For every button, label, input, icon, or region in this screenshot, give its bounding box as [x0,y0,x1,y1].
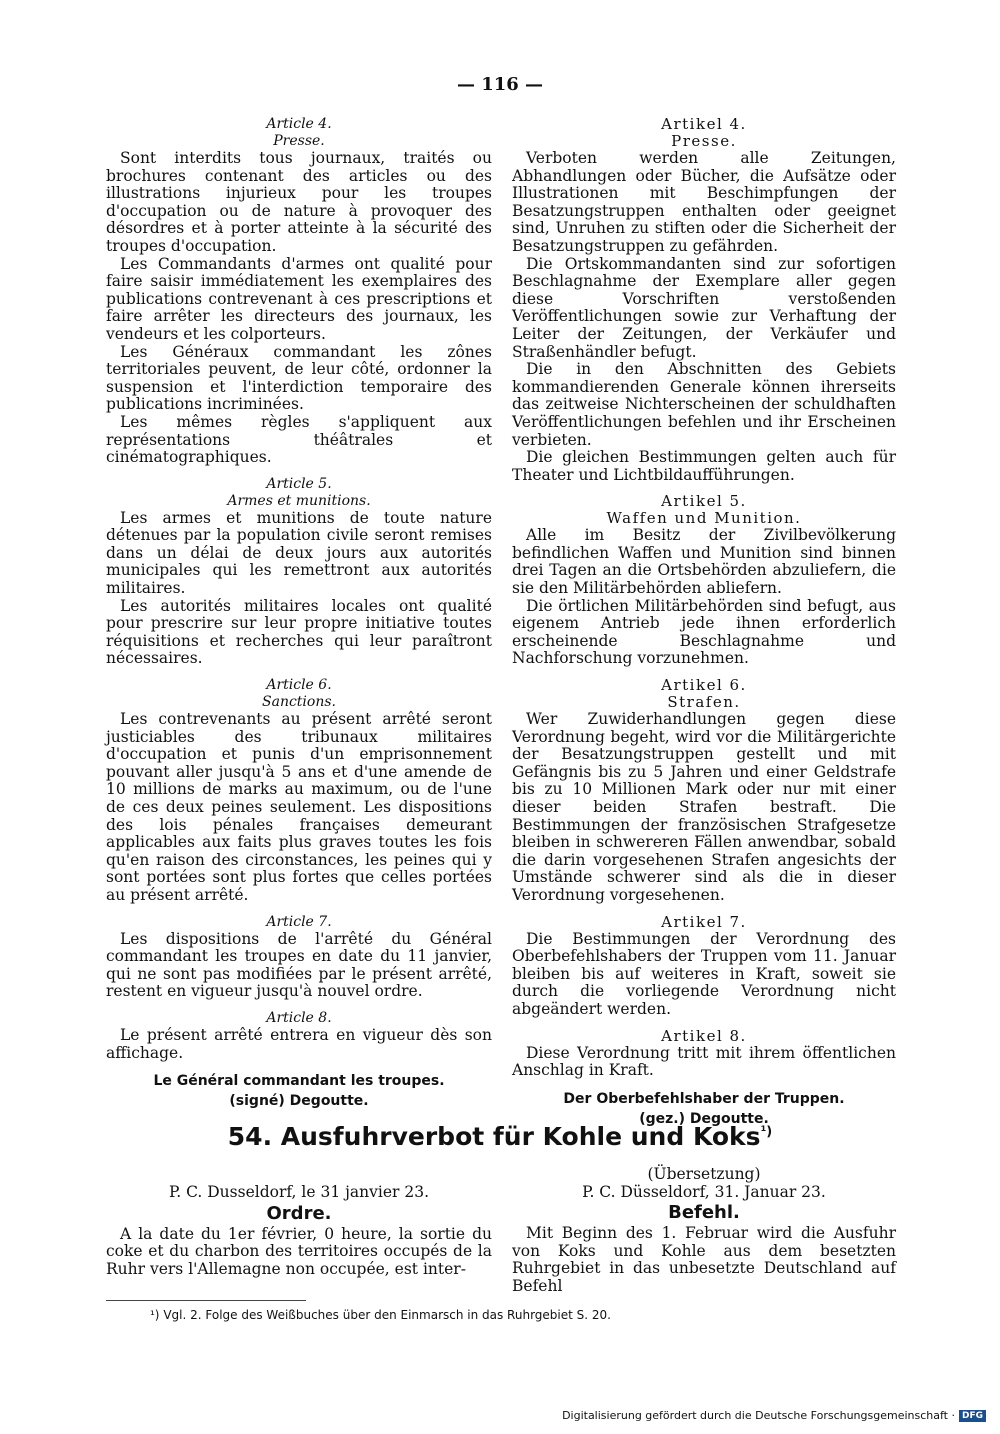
artikel-8-title: Artikel 8. [661,1026,747,1045]
artikel-5-title: Artikel 5. [661,492,747,511]
paragraph: Les Commandants d'armes ont qualité pour faire saisir immédiatement les exemplaires des publications contrevenant à ces prescriptions et faire arrêter les directeurs des journaux, les vendeurs et les colporteurs. [106,254,492,343]
paragraph: Die in den Abschnitten des Gebiets kommandierenden Generale können ihrerseits das zeitweise Nichterscheinen der schuldhaften Veröffentlichungen befehlen und ihr Erscheinen verbieten. [512,360,896,449]
article-5-subtitle: Armes et munitions. [227,492,371,509]
article-5-title: Article 5. [266,475,332,492]
order-heading: Ordre. [266,1202,332,1224]
signature-title: Der Oberbefehlshaber der Truppen. [563,1090,845,1107]
paragraph: Les armes et munitions de toute nature détenues par la population civile seront remises dans un délai de deux jours aux autorités municipales qui les remettront aux autorités militaires. [106,508,492,598]
signature-name: (gez.) Degoutte. [639,1110,769,1127]
place-date: P. C. Dusseldorf, le 31 janvier 23. [168,1183,430,1201]
artikel-6-subtitle: Strafen. [667,693,741,712]
paragraph: Le présent arrêté entrera en vigueur dès son affichage. [106,1025,492,1062]
article-4-subtitle: Presse. [273,133,325,149]
order-heading: Befehl. [668,1202,740,1224]
footnote-mark: ¹) [150,1308,160,1322]
artikel-4-subtitle: Presse. [671,132,737,150]
paragraph: Sont interdits tous journaux, traités ou brochures contenant des articles ou des illustrations injurieux pour les troupes d'occupation ou de nature à provoquer des désordres et à porter atteinte à la sécurité des troupes d'occupation. [106,149,492,255]
paragraph: Les dispositions de l'arrêté du Général commandant les troupes en date du 11 janvier, qui ne sont pas modifiées par le présent arrêté, restent en vigueur jusqu'à nouvel ordre. [106,929,492,1001]
article-8-title: Article 8. [266,1009,332,1026]
place-date: P. C. Düsseldorf, 31. Januar 23. [582,1182,826,1201]
paragraph: Mit Beginn des 1. Februar wird die Ausfuhr von Koks und Kohle aus dem besetzten Ruhrgebiet in das unbesetzte Deutschland auf Befehl [512,1224,896,1295]
paragraph: Les autorités militaires locales ont qualité pour prescrire sur leur propre initiative toutes réquisitions et recherches qui leur paraîtront nécessaires. [106,596,492,668]
section-title-text: 54. Ausfuhrverbot für Kohle und Koks [227,1122,761,1151]
footnote-divider [106,1300,306,1301]
dfg-logo: DFG [959,1410,986,1422]
footnote [150,1308,611,1322]
paragraph: Alle im Besitz der Zivilbevölkerung befindlichen Waffen und Munition sind binnen drei Tagen an die Ortsbehörden abzuliefern, die sie den Militärbehörden abliefern. [512,526,896,598]
french-column [106,116,492,1111]
paragraph: Wer Zuwiderhandlungen gegen diese Verordnung begeht, wird vor die Militärgerichte der Besatzungstruppen gestellt und mit Gefängnis bis zu 5 Jahren und einer Geldstrafe bis zu 10 Millionen Mark oder nur mit einer dieser beiden Strafen bestraft. Die Bestimmungen der französischen Strafgesetze bleiben in schwereren Fällen anwendbar, sobald die darin vorgesehenen Strafen angesichts der Umstände schwerer sind als die in dieser Verordnung vorgesehenen. [512,710,896,904]
signature-title: Le Général commandant les troupes. [153,1073,445,1090]
paragraph: A la date du 1er février, 0 heure, la sortie du coke et du charbon des territoires occupés de la Ruhr vers l'Allemagne non occupée, est inter- [106,1224,492,1278]
article-6-title: Article 6. [266,677,332,694]
paragraph: Die örtlichen Militärbehörden sind befugt, aus eigenem Antrieb jede ihnen erforderlich erscheinende Beschlagnahme und Nachforschung vorzunehmen. [512,596,896,668]
section-title [0,1122,1000,1151]
footnote-reference: ¹) [760,1124,773,1140]
paragraph: Les Généraux commandant les zônes territoriales peuvent, de leur côté, ordonner la suspension et l'interdiction temporaire des publications incriminées. [106,342,492,414]
paragraph: Die Bestimmungen der Verordnung des Oberbefehlshabers der Truppen vom 11. Januar bleiben bis auf weiteres in Kraft, soweit sie durch die vorliegende Verordnung nicht abgeändert werden. [512,929,896,1018]
digitization-credit [562,1409,986,1422]
artikel-7-title: Artikel 7. [661,912,747,931]
page-number: — 116 — [456,74,544,95]
artikel-5-subtitle: Waffen und Munition. [606,509,802,528]
credit-text: Digitalisierung gefördert durch die Deutsche Forschungsgemeinschaft · [562,1409,955,1422]
german-order-column [512,1166,896,1296]
footnote-text: Vgl. 2. Folge des Weißbuches über den Einmarsch in das Ruhrgebiet S. 20. [163,1308,611,1322]
artikel-6-title: Artikel 6. [661,676,747,695]
signature-name: (signé) Degoutte. [229,1093,369,1110]
paragraph: Verboten werden alle Zeitungen, Abhandlungen oder Bücher, die Aufsätze oder Illustrationen mit Beschimpfungen der Besatzungstruppen enthalten oder geeignet sind, Unruhen zu stiften oder die Sicherheit der Besatzungstruppen zu gefährden. [512,149,896,255]
french-order-column [106,1184,492,1278]
paragraph: Les mêmes règles s'appliquent aux représentations théâtrales et cinématographiques. [106,412,492,467]
translation-note: (Übersetzung) [647,1165,761,1183]
article-6-subtitle: Sanctions. [262,694,336,711]
german-column [512,116,896,1129]
paragraph: Die gleichen Bestimmungen gelten auch für Theater und Lichtbildaufführungen. [512,448,896,484]
article-7-title: Article 7. [266,913,332,930]
paragraph: Diese Verordnung tritt mit ihrem öffentlichen Anschlag in Kraft. [512,1043,896,1080]
artikel-4-title: Artikel 4. [661,115,747,133]
paragraph: Les contrevenants au présent arrêté seront justiciables des tribunaux militaires d'occupation et punis d'un emprisonnement pouvant aller jusqu'à 5 ans et d'une amende de 10 millions de marks au maximum, ou de l'une de ces deux peines seulement. Les dispositions des lois pénales françaises demeurant applicables aux faits plus graves toutes les fois qu'en raison des circonstances, les peines qui y sont portées sont plus fortes que celles portées au présent arrêté. [106,710,492,904]
paragraph: Die Ortskommandanten sind zur sofortigen Beschlagnahme der Exemplare aller gegen diese Vorschriften verstoßenden Veröffentlichungen sowie zur Verhaftung der Leiter der Zeitungen, der Verkäufer und Straßenhändler befugt. [512,254,896,361]
article-4-title: Article 4. [266,116,332,132]
